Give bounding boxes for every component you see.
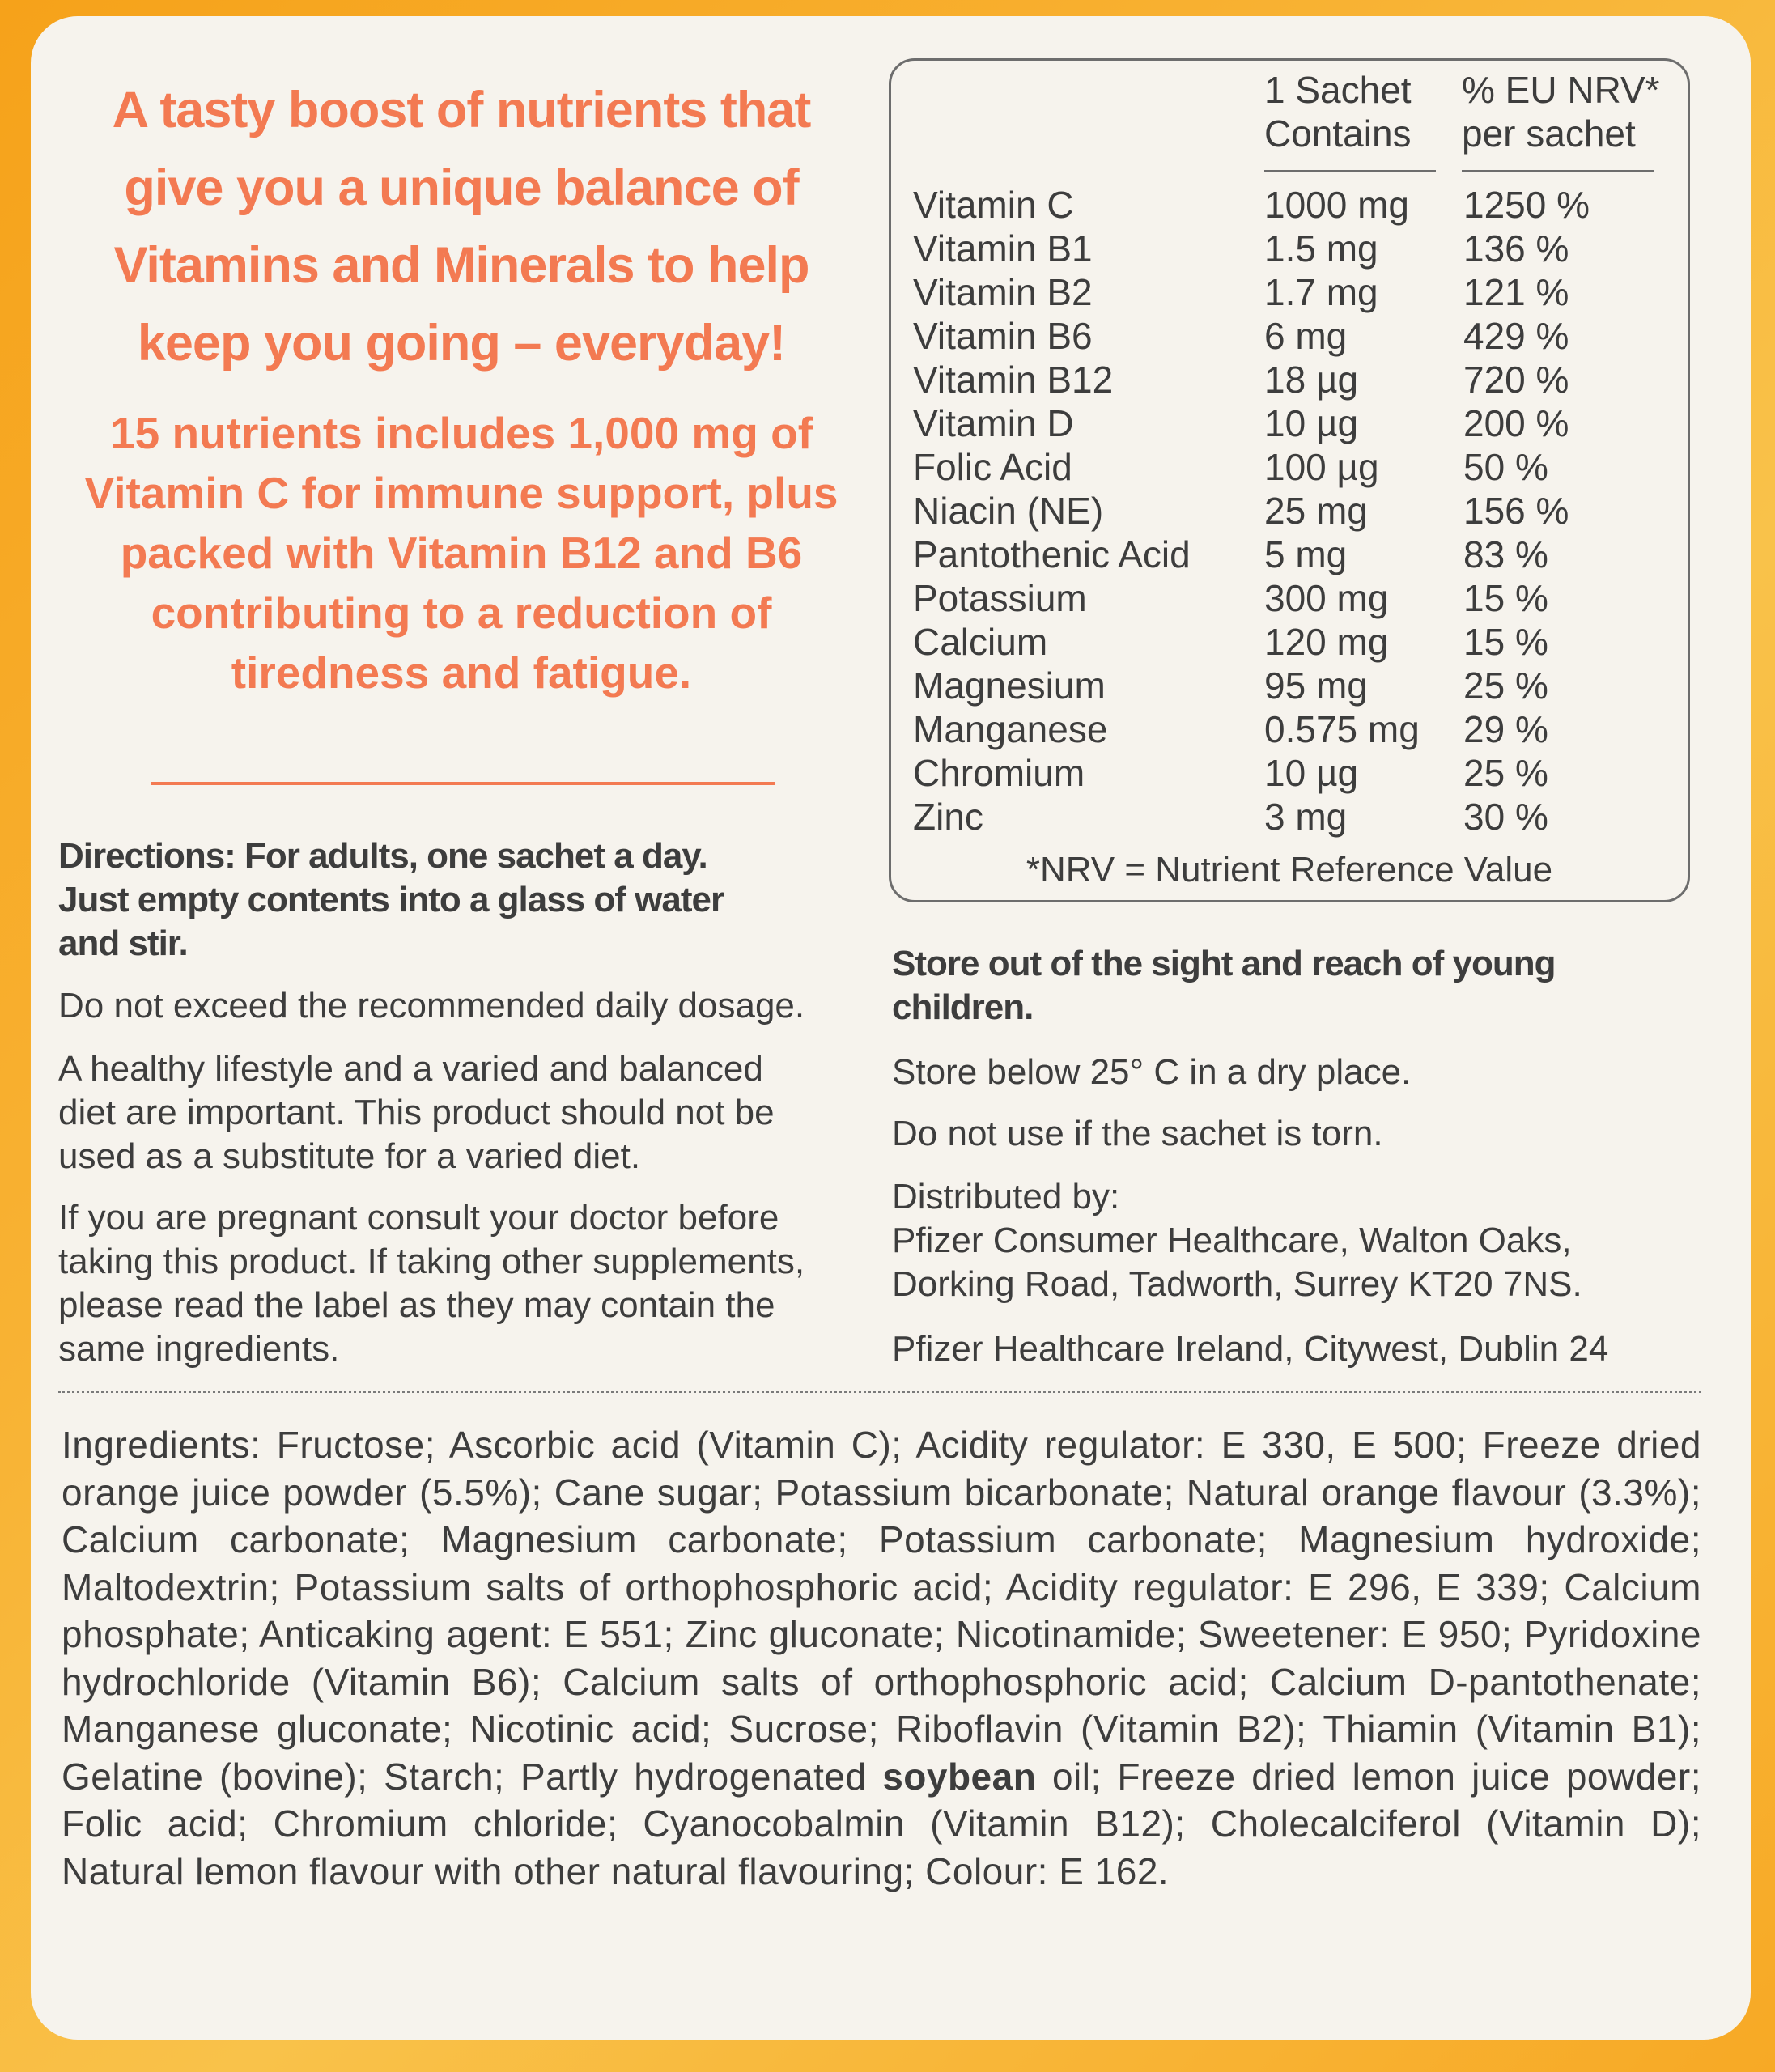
nutrient-nrv: 156 % bbox=[1463, 490, 1569, 532]
nutrient-name: Potassium bbox=[913, 577, 1087, 619]
nutrient-amount: 10 µg bbox=[1264, 752, 1359, 794]
allergen-highlight: soybean bbox=[882, 1755, 1037, 1798]
nutrient-amount: 6 mg bbox=[1264, 315, 1348, 357]
nutrient-nrv: 429 % bbox=[1463, 315, 1569, 357]
nutrient-row bbox=[913, 270, 1690, 314]
nutrient-amount: 1000 mg bbox=[1264, 184, 1410, 226]
nutrient-amount: 10 µg bbox=[1264, 402, 1359, 444]
nutrient-nrv: 15 % bbox=[1463, 577, 1548, 619]
nutrient-row bbox=[913, 358, 1690, 401]
storage-temperature: Store below 25° C in a dry place. bbox=[892, 1052, 1412, 1092]
distributor-uk-address: Pfizer Consumer Healthcare, Walton Oaks, Dorking Road, Tadworth, Surrey KT20 7NS. bbox=[892, 1221, 1582, 1304]
nutrient-nrv: 50 % bbox=[1463, 446, 1548, 488]
nutrient-name: Vitamin B6 bbox=[913, 315, 1093, 357]
nutrient-row bbox=[913, 620, 1690, 664]
amount-header-rule bbox=[1264, 170, 1436, 172]
nutrient-name: Vitamin B12 bbox=[913, 359, 1114, 401]
nutrient-row bbox=[913, 707, 1690, 751]
nrv-header-rule bbox=[1462, 170, 1654, 172]
nutrient-name: Chromium bbox=[913, 752, 1085, 794]
nutrient-name: Zinc bbox=[913, 796, 983, 838]
nutrient-amount: 3 mg bbox=[1264, 796, 1348, 838]
nutrient-nrv: 136 % bbox=[1463, 227, 1569, 270]
nutrient-name: Calcium bbox=[913, 621, 1048, 663]
nutrient-row bbox=[913, 795, 1690, 839]
nutrient-nrv: 29 % bbox=[1463, 708, 1548, 750]
nutrient-amount: 120 mg bbox=[1264, 621, 1389, 663]
nutrient-name: Magnesium bbox=[913, 664, 1106, 707]
nrv-footnote: *NRV = Nutrient Reference Value bbox=[1026, 850, 1553, 890]
nutrient-amount: 100 µg bbox=[1264, 446, 1379, 488]
nutrient-nrv: 200 % bbox=[1463, 402, 1569, 444]
nutrient-nrv: 25 % bbox=[1463, 752, 1548, 794]
nutrient-row bbox=[913, 664, 1690, 707]
subheadline: 15 nutrients includes 1,000 mg of Vitamin C for immune support, plus packed with Vitamin B12 and B6 contributing to a reduction of tiredness and fatigue. bbox=[84, 408, 839, 698]
nutrient-row bbox=[913, 183, 1690, 227]
nutrient-row bbox=[913, 751, 1690, 795]
nutrient-nrv: 15 % bbox=[1463, 621, 1548, 663]
distributed-by-label: Distributed by: bbox=[892, 1177, 1120, 1216]
nutrient-row bbox=[913, 445, 1690, 489]
nrv-header-line1: % EU NRV* bbox=[1462, 69, 1660, 111]
nutrient-nrv: 30 % bbox=[1463, 796, 1548, 838]
torn-sachet-warning: Do not use if the sachet is torn. bbox=[892, 1114, 1383, 1153]
amount-header-line1: 1 Sachet bbox=[1264, 69, 1412, 111]
nutrient-amount: 18 µg bbox=[1264, 359, 1359, 401]
nutrient-amount: 5 mg bbox=[1264, 533, 1348, 575]
amount-header-line2: Contains bbox=[1264, 113, 1412, 155]
nutrient-amount: 25 mg bbox=[1264, 490, 1368, 532]
nutrient-name: Vitamin D bbox=[913, 402, 1074, 444]
nutrient-nrv: 25 % bbox=[1463, 664, 1548, 707]
distributor-ireland-address: Pfizer Healthcare Ireland, Citywest, Dublin 24 bbox=[892, 1329, 1609, 1369]
nutrient-name: Manganese bbox=[913, 708, 1108, 750]
nutrient-row bbox=[913, 314, 1690, 358]
nutrient-row bbox=[913, 227, 1690, 270]
nutrient-row bbox=[913, 533, 1690, 576]
headline: A tasty boost of nutrients that give you a unique balance of Vitamins and Minerals to help keep you going – everyday! bbox=[112, 82, 811, 372]
nutrient-amount: 1.5 mg bbox=[1264, 227, 1378, 270]
nutrient-amount: 95 mg bbox=[1264, 664, 1368, 707]
section-divider bbox=[58, 1391, 1701, 1393]
nutrient-row bbox=[913, 576, 1690, 620]
storage-children-warning: Store out of the sight and reach of young children. bbox=[892, 944, 1556, 1027]
directions-text: Directions: For adults, one sachet a day. Just empty contents into a glass of water and stir. bbox=[58, 836, 724, 963]
nrv-header-line2: per sachet bbox=[1462, 113, 1636, 155]
nutrient-nrv: 720 % bbox=[1463, 359, 1569, 401]
lifestyle-text: A healthy lifestyle and a varied and balanced diet are important. This product should not be used as a substitute for a varied diet. bbox=[58, 1049, 775, 1176]
nutrient-row bbox=[913, 401, 1690, 445]
pregnancy-warning: If you are pregnant consult your doctor before taking this product. If taking other supplements, please read the label as they may contain the same ingredients. bbox=[58, 1198, 805, 1369]
nutrient-nrv: 121 % bbox=[1463, 271, 1569, 313]
nutrient-name: Vitamin B2 bbox=[913, 271, 1093, 313]
nutrient-name: Vitamin C bbox=[913, 184, 1074, 226]
headline-divider bbox=[151, 782, 775, 785]
ingredients-text: Ingredients: Fructose; Ascorbic acid (Vitamin C); Acidity regulator: E 330, E 500; Freeze dried orange juice powder (5.5%); Cane sugar; Potassium bicarbonate; Natural orange flavour (3.3%); Calcium carbonate; Magnesium carbonate; Potassium carbonate; Magnesium hydroxide; Maltodextrin; Potassium salts of orthophosphoric acid; Acidity regulator: E 296, E 339; Calcium phosphate; Anticaking agent: E 551; Zinc gluconate; Nicotinamide; Sweetener: E 950; Pyridoxine hydrochloride (Vitamin B6); Calcium salts of orthophosphoric acid; Calcium D-pantothenate; Manganese gluconate; Nicotinic acid; Sucrose; Riboflavin (Vitamin B2); Thiamin (Vitamin B1); Gelatine (bovine); Starch; Partly hydrogenated bbox=[62, 1424, 1701, 1798]
ingredients-list bbox=[62, 1421, 1701, 1895]
nutrient-amount: 1.7 mg bbox=[1264, 271, 1378, 313]
nutrient-name: Vitamin B1 bbox=[913, 227, 1093, 270]
nutrient-amount: 0.575 mg bbox=[1264, 708, 1420, 750]
nutrient-row bbox=[913, 489, 1690, 533]
nutrient-name: Pantothenic Acid bbox=[913, 533, 1191, 575]
nutrient-nrv: 1250 % bbox=[1463, 184, 1590, 226]
nutrient-amount: 300 mg bbox=[1264, 577, 1389, 619]
nutrient-name: Folic Acid bbox=[913, 446, 1072, 488]
ingredients-text-continued: oil; Freeze dried lemon juice powder; Folic acid; Chromium chloride; Cyanocobalmin (Vitamin B12); Cholecalciferol (Vitamin D); Natural lemon flavour with other natural flavouring; Colour: E 162. bbox=[62, 1755, 1701, 1892]
nutrient-nrv: 83 % bbox=[1463, 533, 1548, 575]
nutrient-name: Niacin (NE) bbox=[913, 490, 1104, 532]
dosage-warning: Do not exceed the recommended daily dosage. bbox=[58, 986, 805, 1025]
